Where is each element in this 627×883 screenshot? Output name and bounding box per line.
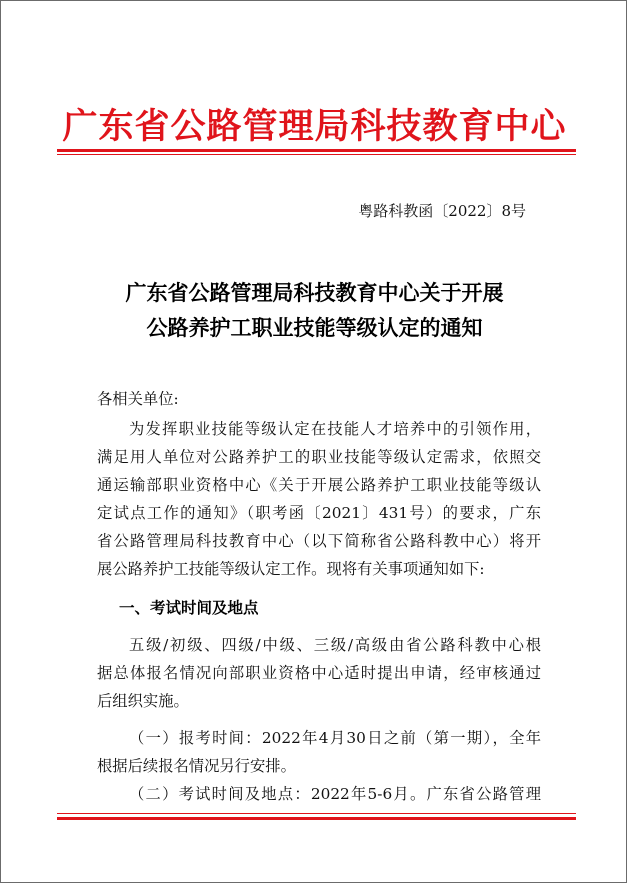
header-rule-thin [57, 154, 576, 155]
section-line: 五级/初级、四级/中级、三级/高级由省公路科教中心根 [129, 636, 541, 654]
item-line: （一）报考时间：2022年4月30日之前（第一期），全年 [129, 729, 541, 747]
footer-rule-thick [57, 817, 576, 820]
intro-line: 满足用人单位对公路养护工的职业技能等级认定需求，依照交 [97, 448, 541, 466]
intro-line: 为发挥职业技能等级认定在技能人才培养中的引领作用， [129, 420, 541, 438]
salutation: 各相关单位: [97, 390, 179, 408]
header-rule-thick [57, 149, 576, 152]
intro-line: 定试点工作的通知》（职考函〔2021〕431号）的要求，广东 [97, 504, 541, 522]
org-header-title: 广东省公路管理局科技教育中心 [62, 107, 567, 147]
section-heading: 一、考试时间及地点 [119, 599, 259, 617]
section-line: 后组织实施。 [97, 692, 189, 710]
document-title-line-1: 广东省公路管理局科技教育中心关于开展 [125, 280, 504, 305]
intro-line: 展公路养护工技能等级认定工作。现将有关事项通知如下: [97, 560, 485, 578]
footer-rule-thin [57, 813, 576, 814]
item-line: 根据后续报名情况另行安排。 [97, 757, 296, 775]
intro-line: 省公路管理局科技教育中心（以下简称省公路科教中心）将开 [97, 532, 541, 550]
intro-line: 通运输部职业资格中心《关于开展公路养护工职业技能等级认 [97, 476, 541, 494]
document-title-line-2: 公路养护工职业技能等级认定的通知 [146, 315, 483, 340]
section-line: 据总体报名情况向部职业资格中心适时提出申请，经审核通过 [97, 664, 541, 682]
document-number: 粤路科教函〔2022〕8号 [358, 202, 526, 220]
item-line: （二）考试时间及地点：2022年5-6月。广东省公路管理 [129, 785, 541, 803]
